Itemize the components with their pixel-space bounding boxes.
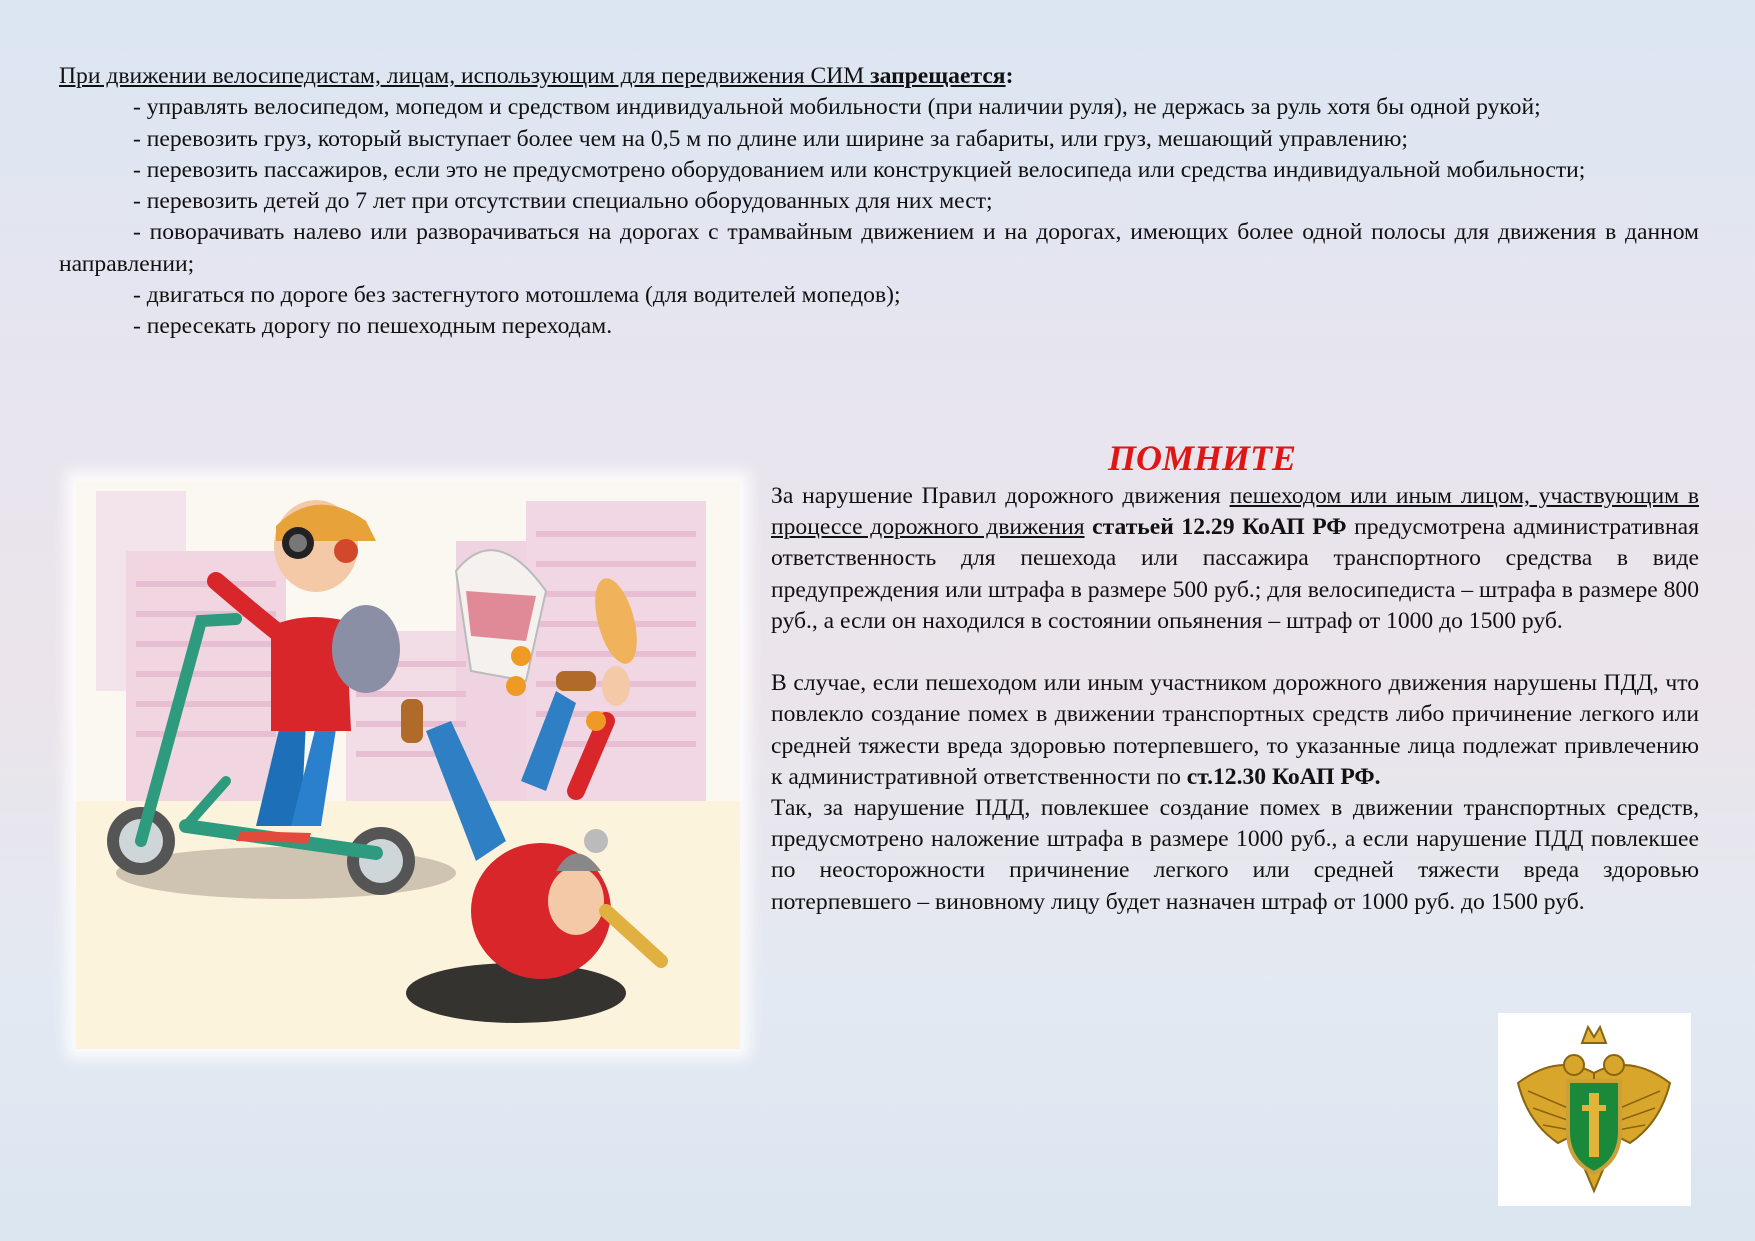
rule-item: - двигаться по дороге без застегнутого мотошлема (для водителей мопедов);: [133, 282, 901, 309]
paragraph-12-29: За нарушение Правил дорожного движения пешеходом или иным лицом, участвующим в процессе дорожного движения статьей 12.29 КоАП РФ предусмотрена административная ответственность для пешехода или пассажира транспортного средства в виде предупреждения или штрафа в размере 500 руб.; для велосипедиста – штрафа в размере 800 руб., а если он находился в состоянии опьянения – штраф от 1000 до 1500 руб.: [771, 483, 1699, 634]
pedestrian-underline: пешеходом или иным лицом, участвующим в процессе дорожного движения: [771, 483, 1699, 541]
rules-intro-text: При движении велосипедистам, лицам, использующим для передвижения СИМ запрещается: [59, 63, 1006, 89]
remember-heading: ПОМНИТЕ: [1108, 438, 1297, 478]
rule-item: - пересекать дорогу по пешеходным переходам.: [133, 313, 613, 340]
scooter-collision-illustration: [76, 481, 740, 1049]
article-12-29: статьей 12.29 КоАП РФ: [1084, 514, 1347, 541]
rule-item: - перевозить детей до 7 лет при отсутствии специально оборудованных для них мест;: [133, 188, 993, 215]
rule-item: - перевозить пассажиров, если это не предусмотрено оборудованием или конструкцией велосипеда или средства индивидуальной мобильности;: [133, 156, 1586, 183]
rule-item: - перевозить груз, который выступает более чем на 0,5 м по длине или ширине за габариты, или груз, мешающий управлению;: [133, 125, 1408, 152]
prosecutor-office-emblem: [1498, 1013, 1691, 1206]
article-12-30: ст.12.30 КоАП РФ.: [1186, 763, 1381, 790]
remember-section: [771, 481, 1699, 918]
paragraph-12-30: В случае, если пешеходом или иным участником дорожного движения нарушены ПДД, что повлекло создание помех в движении транспортных средств либо причинение легкого или средней тяжести вреда здоровью потерпевшего, то указанные лица подлежат привлечению к административной ответственности по ст.12.30 КоАП РФ.: [771, 670, 1699, 790]
rules-section: [59, 61, 1699, 343]
rule-item: - поворачивать налево или разворачиваться на дорогах с трамвайным движением и на дорогах, имеющих более одной полосы для движения в данном направлении;: [59, 219, 1699, 277]
rule-item: - управлять велосипедом, мопедом и средством индивидуальной мобильности (при наличии руля), не держась за руль хотя бы одной рукой;: [133, 94, 1541, 121]
rules-intro: При движении велосипедистам, лицам, использующим для передвижения СИМ запрещается:: [59, 63, 1014, 89]
double-headed-eagle-icon: [1518, 1027, 1670, 1191]
paragraph-fines: Так, за нарушение ПДД, повлекшее создание помех в движении транспортных средств, предусмотрено наложение штрафа в размере 1000 руб., а если нарушение ПДД повлекшее по неосторожности причинение легкого или средней тяжести вреда здоровью потерпевшего – виновному лицу будет назначен штраф от 1000 руб. до 1500 руб.: [771, 795, 1699, 915]
